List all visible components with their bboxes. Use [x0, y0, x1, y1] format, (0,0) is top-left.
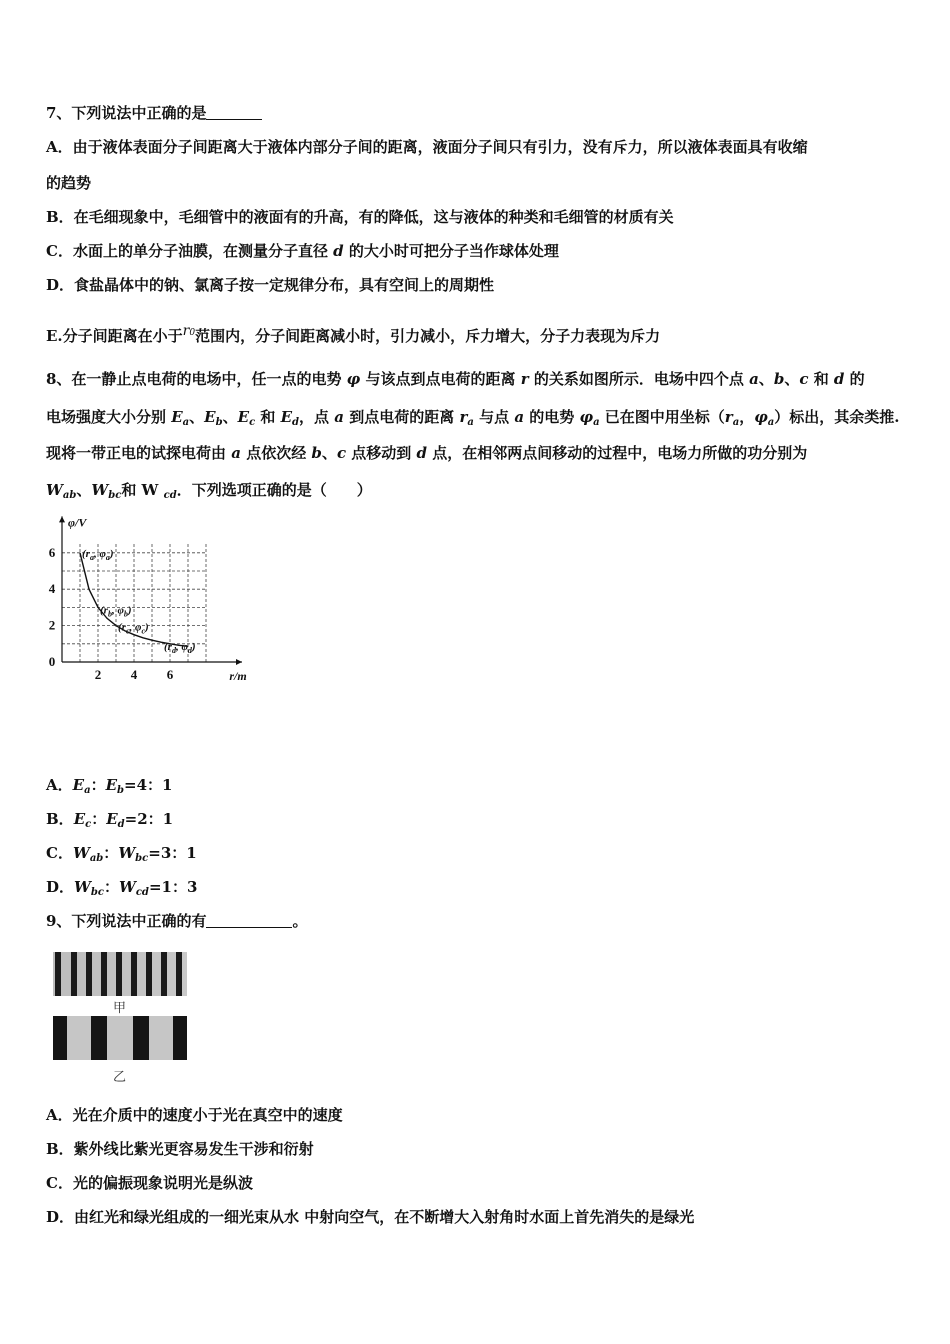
q8-var: r [724, 408, 733, 426]
q8-text: ）标出，其余类推. [774, 408, 900, 426]
q8-text: 电场强度大小分别 [46, 408, 172, 426]
q8-var: W [118, 844, 136, 862]
q8-sub: bc [135, 853, 149, 864]
q8-var: d [416, 444, 428, 462]
x-tick-label: 2 [94, 667, 102, 682]
interference-pattern-yi [53, 1016, 187, 1060]
q8-var: E [204, 408, 216, 426]
q8-sub: b [215, 417, 223, 428]
r0-symbol [183, 320, 195, 344]
q9-option-a: A．光在介质中的速度小于光在真空中的速度 [46, 1106, 343, 1124]
q8-opt-text: =1：3 [148, 878, 198, 896]
q8-text: 和 W [121, 481, 164, 499]
q8-var: W [91, 481, 109, 499]
y-tick-label: 6 [48, 544, 56, 560]
q8-var: r [459, 408, 468, 426]
q8-text: ，点 [299, 408, 335, 426]
r0-r: r [182, 323, 190, 339]
q8-var: E [105, 776, 118, 794]
q8-sub: bc [108, 490, 122, 501]
q7-option-c-pre: C．水面上的单分子油膜，在测量分子直径 [46, 242, 334, 260]
y-tick-label: 0 [48, 654, 56, 669]
q9-option-b: B．紫外线比紫光更容易发生干涉和衍射 [46, 1140, 314, 1158]
q8-var: a [334, 408, 345, 426]
q8-sub: b [117, 785, 125, 796]
q7-option-a-line2: 的趋势 [46, 174, 92, 192]
potential-distance-graph [44, 508, 247, 686]
x-tick-label: 6 [166, 667, 174, 682]
q8-text: ．下列选项正确的是（ ） [176, 481, 372, 499]
q8-sub: a [84, 785, 91, 796]
y-tick-label: 2 [48, 617, 56, 633]
q8-var: W [72, 844, 90, 862]
q8-var: c [336, 444, 347, 462]
q7-option-b: B．在毛细现象中，毛细管中的液面有的升高，有的降低，这与液体的种类和毛细管的材质有关 [46, 208, 674, 226]
q8-option-c [46, 842, 197, 870]
x-axis-label: r/m [229, 669, 247, 683]
q7-option-d: D．食盐晶体中的钠、氯离子按一定规律分布，具有空间上的周期性 [46, 276, 495, 294]
q8-line4 [46, 479, 372, 507]
q8-var: φ [346, 370, 361, 388]
point-label: ($r_b$, $\varphi_b$) [100, 604, 132, 619]
q7-answer-blank [206, 105, 262, 120]
q8-var: a [749, 370, 759, 388]
q8-opt-text: ： [103, 844, 119, 862]
q8-opt-text: C． [46, 844, 73, 862]
q8-text: 和 [808, 370, 834, 388]
q8-var: φ [754, 408, 768, 426]
dark-fringes [55, 952, 182, 996]
q9-option-d: D．由红光和绿光组成的一细光束从水 中射向空气，在不断增大入射角时水面上首先消失的是绿光 [46, 1208, 695, 1226]
q8-line1 [46, 368, 865, 390]
q8-sub: ab [62, 490, 77, 501]
q8-opt-text: A． [46, 776, 73, 794]
q8-text: 点，在相邻两点间移动的过程中，电场力所做的功分别为 [427, 444, 808, 462]
x-tick-label: 4 [130, 667, 138, 682]
q8-text: 与该点到点电荷的距离 [360, 370, 521, 388]
fig-label-yi: 乙 [113, 1070, 127, 1085]
q8-sub: bc [90, 887, 104, 898]
q8-var: W [118, 878, 136, 896]
q8-var: b [773, 370, 785, 388]
q8-opt-text: ： [90, 776, 106, 794]
q8-opt-text: =4：1 [124, 776, 173, 794]
q8-text: 点移动到 [346, 444, 417, 462]
q8-var: W [46, 481, 63, 499]
q7-stem [46, 102, 262, 124]
q8-opt-text: D． [46, 878, 75, 896]
q8-option-b [46, 808, 173, 836]
q8-sub: c [85, 819, 92, 830]
q8-text: 、 [784, 370, 800, 388]
q8-text: ， [739, 408, 755, 426]
q8-sub: cd [135, 887, 149, 898]
q7-option-c-post: 的大小时可把分子当作球体处理 [343, 242, 559, 260]
q8-text: 现将一带正电的试探电荷由 [46, 444, 232, 462]
q7-option-e-post: 范围内，分子间距离减小时，引力减小，斥力增大，分子力表现为斥力 [195, 327, 661, 345]
q8-option-d [46, 876, 197, 904]
point-label: ($r_a$, $\varphi_a$) [82, 547, 114, 562]
q8-opt-text: ： [103, 878, 119, 896]
pattern-background [53, 1016, 187, 1060]
q7-option-e [46, 320, 660, 347]
y-tick-label: 4 [48, 581, 56, 597]
q8-text: 、 [222, 408, 238, 426]
q7-option-c [46, 240, 559, 262]
q8-text: 、 [189, 408, 205, 426]
q8-var: E [106, 810, 118, 828]
x-axis-arrow [236, 659, 242, 665]
q8-text: 、 [76, 481, 92, 499]
q8-text: 点依次经 [240, 444, 312, 462]
fig-label-jia: 甲 [113, 1001, 127, 1016]
q8-option-a [46, 774, 172, 802]
q8-var: E [72, 776, 85, 794]
q8-var: c [799, 370, 809, 388]
q8-opt-text: =2：1 [124, 810, 174, 828]
q8-text: 的电势 [524, 408, 580, 426]
q8-sub: ab [89, 853, 104, 864]
q8-sub: a [732, 417, 740, 428]
q8-sub: cd [163, 490, 177, 501]
q8-text: 、 [321, 444, 337, 462]
q8-opt-text: =3：1 [148, 844, 197, 862]
q8-sub: c [249, 417, 256, 428]
q8-text: 与点 [473, 408, 515, 426]
q8-sub: d [117, 819, 125, 830]
q8-text: 已在图中用坐标（ [599, 408, 725, 426]
q8-var: b [311, 444, 322, 462]
q7-option-e-pre: E.分子间距离在小于 [46, 327, 183, 345]
point-label: ($r_c$, $\varphi_c$) [118, 621, 149, 636]
q8-var: r [520, 370, 529, 388]
q9-option-c: C．光的偏振现象说明光是纵波 [46, 1174, 253, 1192]
q8-var: a [514, 408, 525, 426]
q8-sub: a [182, 417, 190, 428]
interference-pattern-jia [53, 952, 187, 996]
graph-labels [49, 515, 247, 683]
q8-var: E [280, 408, 293, 426]
q8-text: 到点电荷的距离 [344, 408, 460, 426]
q8-sub: a [767, 417, 775, 428]
q7-stem-text: 7、下列说法中正确的是 [46, 104, 207, 122]
q7-option-a-line1: A．由于液体表面分子间距离大于液体内部分子间的距离，液面分子间只有引力，没有斥力，所以液体表面具有收缩 [46, 138, 808, 156]
q8-text: 和 [255, 408, 281, 426]
q8-opt-text: B． [46, 810, 74, 828]
q8-opt-text: ： [91, 810, 107, 828]
q8-var: φ [579, 408, 594, 426]
q8-sub: d [292, 417, 300, 428]
r0-sub: 0 [189, 328, 196, 338]
q7-option-c-var: d [333, 242, 344, 260]
q8-var: a [231, 444, 241, 462]
q8-sub: a [467, 417, 474, 428]
q8-text: 的 [844, 370, 865, 388]
y-axis-label: φ/V [68, 515, 87, 530]
q8-var: E [171, 408, 183, 426]
point-label: ($r_d$, $\varphi_d$) [164, 640, 196, 655]
q8-var: E [237, 408, 250, 426]
graph-axes [59, 516, 242, 665]
q8-line3 [46, 442, 807, 464]
q8-line2 [46, 406, 900, 434]
q8-var: d [833, 370, 845, 388]
q9-stem-end: 。 [292, 912, 308, 930]
q9-answer-blank [206, 913, 292, 928]
q8-var: W [74, 878, 91, 896]
q9-stem [46, 910, 307, 932]
q8-text: 8、在一静止点电荷的电场中，任一点的电势 [46, 370, 347, 388]
q8-sub: a [593, 417, 600, 428]
q8-text: 、 [758, 370, 774, 388]
y-axis-arrow [59, 516, 65, 522]
q9-stem-text: 9、下列说法中正确的有 [46, 912, 207, 930]
q8-text: 的关系如图所示．电场中四个点 [528, 370, 750, 388]
q8-var: E [73, 810, 86, 828]
